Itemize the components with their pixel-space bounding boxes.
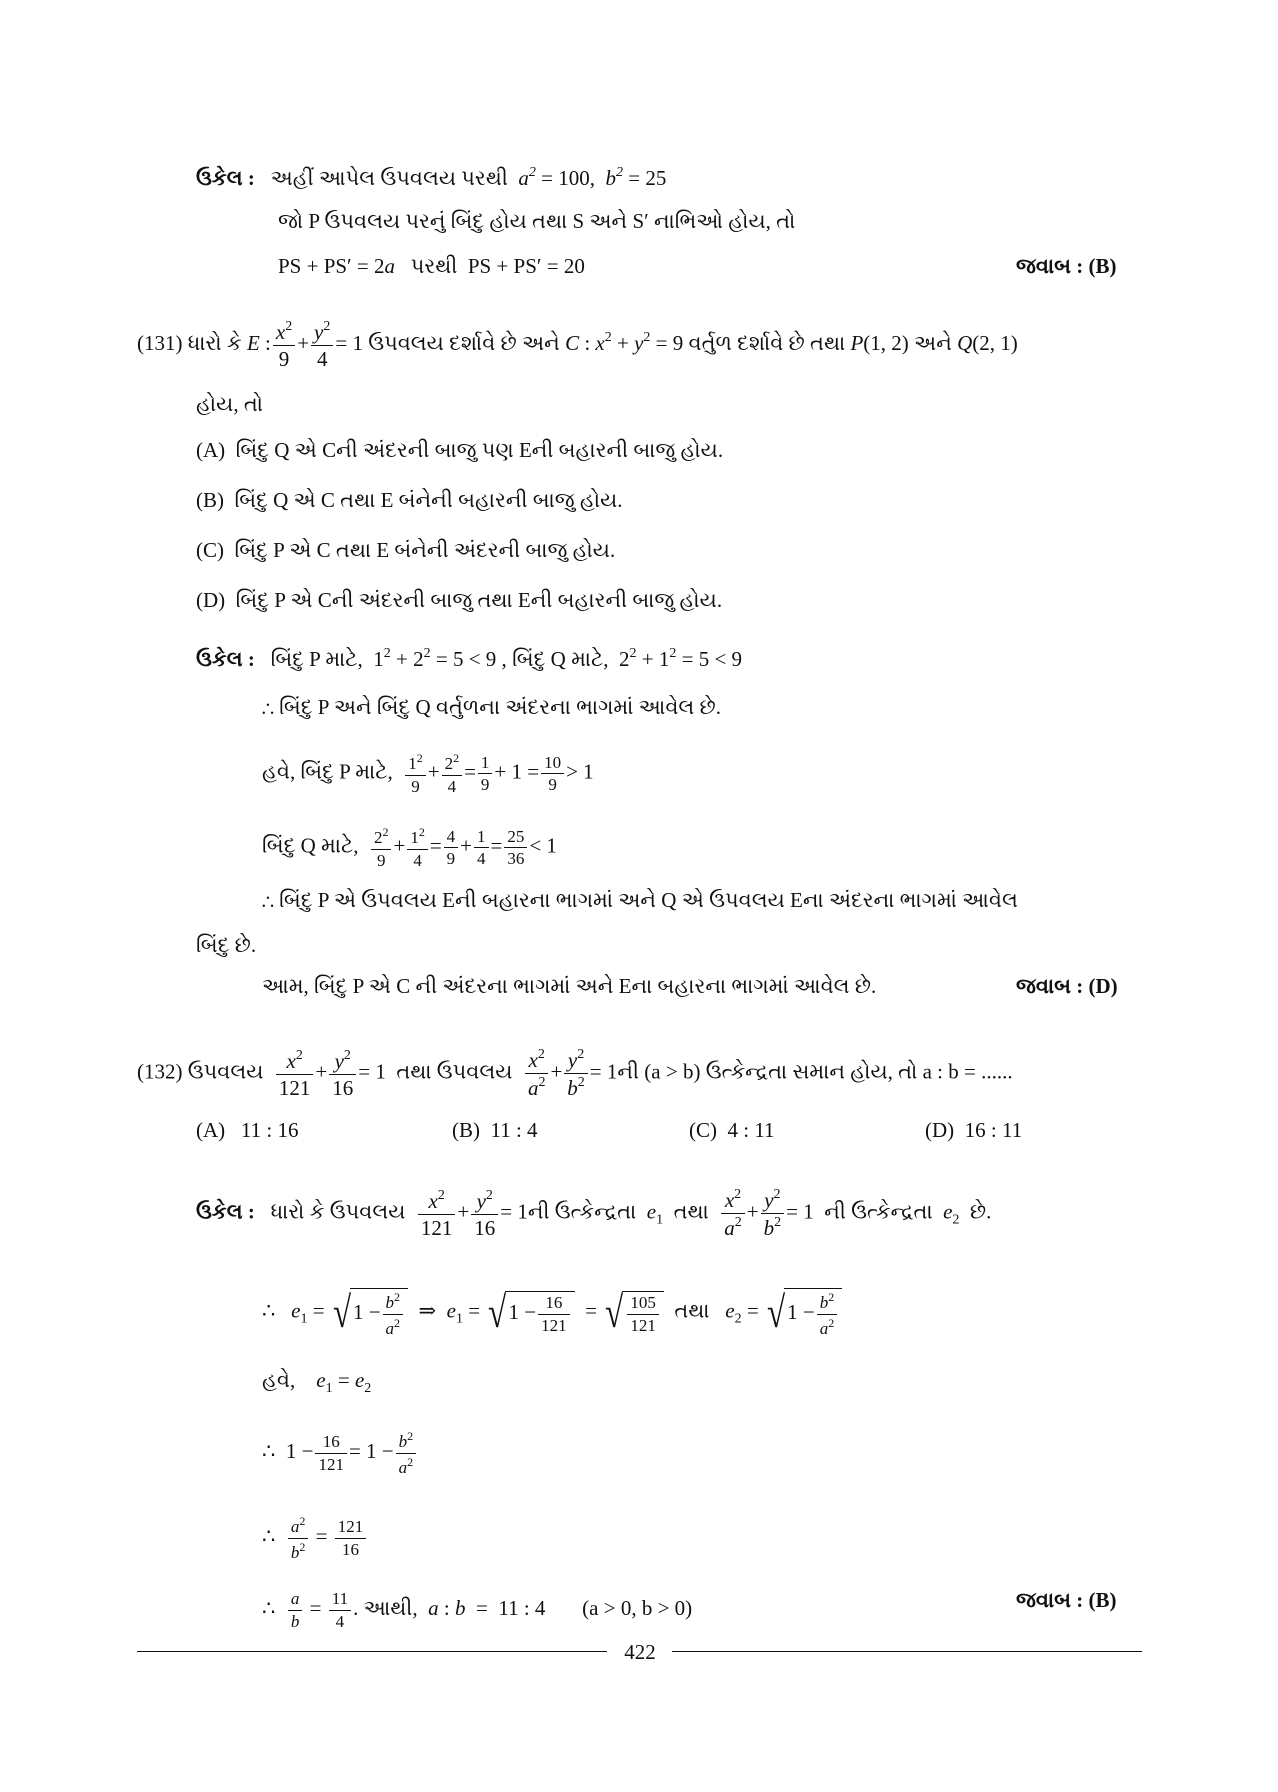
q131-solution-line4: બિંદુ Q માટે, $\frac{2^2}{9}$ + $\frac{1^2}{4}$ = $\frac{4}{9}$ + $\frac{1}{4}$ = $\frac{25}{36}$ < 1 — [262, 825, 557, 870]
q132-stem: (132) ઉપવલય $\frac{x^2}{121}$ + $\frac{y^2}{16}$ = 1 તથા ઉપવલય $\frac{x^2}{a^2}$ + $\frac{y^2}{b^2}$ = 1ની (a > b) ઉત્કેન્દ્રતા સમાન હોય, તો a : b = ...... — [137, 1047, 1013, 1101]
q131-fraction-y: $\frac{y^2}{4}$ — [311, 320, 333, 370]
q131-solution-line3: હવે, બિંદુ P માટે, $\frac{1^2}{9}$ + $\frac{2^2}{4}$ = $\frac{1}{9}$ + 1 = $\frac{10}{9}$ > 1 — [262, 751, 594, 796]
q131-solution-line1: ઉકેલ : બિંદુ P માટે, $1^2 + 2^2 = 5 < 9$ , બિંદુ Q માટે, $2^2 + 1^2 = 5 < 9$ — [196, 646, 743, 671]
q132-answer: જવાબ : (B) — [1016, 1588, 1117, 1612]
q131-stem-end: હોય, તો — [196, 392, 264, 416]
q132-number: (132) — [137, 1059, 183, 1084]
q132-option-d: (D) 16 : 11 — [925, 1118, 1023, 1142]
q131-solution-line2: ∴ બિંદુ P અને બિંદુ Q વર્તુળના અંદરના ભાગમાં આવેલ છે. — [262, 695, 722, 719]
q131-solution-line6: બિંદુ છે. — [196, 933, 257, 957]
q131-solution-line7: આમ, બિંદુ P એ C ની અંદરના ભાગમાં અને Eના બહારના ભાગમાં આવેલ છે. — [262, 974, 877, 998]
q132-option-a: (A) 11 : 16 — [196, 1118, 299, 1142]
q132-option-b: (B) 11 : 4 — [452, 1118, 538, 1142]
q131-option-c: (C) બિંદુ P એ C તથા E બંનેની અંદરની બાજુ હોય. — [196, 538, 616, 562]
q132-option-c: (C) 4 : 11 — [689, 1118, 775, 1142]
footer-rule-left — [137, 1651, 607, 1652]
q132-solution-line4: ∴ 1 − $\frac{16}{121}$ = 1 − $\frac{b^2}{a^2}$ — [262, 1430, 418, 1477]
q130-solution-math: $a^2$ — [518, 165, 536, 190]
q131-option-b: (B) બિંદુ Q એ C તથા E બંનેની બહારની બાજુ હોય. — [196, 488, 623, 512]
q131-number: (131) — [137, 330, 183, 355]
q131-stem: (131) ધારો કે E : $\frac{x^2}{9}$ + $\frac{y^2}{4}$ = 1 ઉપવલય દર્શાવે છે અને C : $x^2 + y^2 = 9$ વર્તુળ દર્શાવે છે તથા P(1, 2) અને Q(2, 1) — [137, 319, 1018, 372]
q132-solution-line1: ઉકેલ : ધારો કે ઉપવલય $\frac{x^2}{121}$ + $\frac{y^2}{16}$ = 1ની ઉત્કેન્દ્રતા $e_1$ તથા $\frac{x^2}{a^2}$ + $\frac{y^2}{b^2}$ = 1 ની ઉત્કેન્દ્રતા $e_2$ છે. — [196, 1187, 992, 1241]
q131-solution-line5: ∴ બિંદુ P એ ઉપવલય Eની બહારના ભાગમાં અને Q એ ઉપવલય Eના અંદરના ભાગમાં આવેલ — [262, 888, 1018, 912]
q130-solution-text: અહીં આપેલ ઉપવલય પરથી — [270, 166, 508, 190]
page-number: 422 — [624, 1640, 656, 1664]
solution-label: ઉકેલ : — [196, 166, 255, 190]
q130-parthi: પરથી — [410, 254, 458, 278]
q131-option-d: (D) બિંદુ P એ Cની અંદરની બાજુ તથા Eની બહારની બાજુ હોય. — [196, 588, 723, 612]
q132-solution-line3: હવે, $e_1 = e_2$ — [262, 1368, 372, 1396]
q131-fraction-x: $\frac{x^2}{9}$ — [273, 320, 295, 370]
q131-option-a: (A) બિંદુ Q એ Cની અંદરની બાજુ પણ Eની બહારની બાજુ હોય. — [196, 438, 724, 462]
q130-solution-line2: જો P ઉપવલય પરનું બિંદુ હોય તથા S અને S′ નાભિઓ હોય, તો — [278, 209, 796, 233]
q130-answer: જવાબ : (B) — [1016, 254, 1117, 278]
footer-rule-right — [672, 1651, 1142, 1652]
q132-condition: (a > 0, b > 0) — [582, 1596, 693, 1621]
q132-solution-line6: ∴ $\frac{a}{b}$ = $\frac{11}{4}$ . આથી, a : b = 11 : 4 (a > 0, b > 0) — [262, 1589, 693, 1631]
q132-solution-line5: ∴ $\frac{a^2}{b^2}$ = $\frac{121}{16}$ — [262, 1515, 368, 1562]
q132-solution-line2: ∴ $e_1 = √1$ − $\frac{b^2}{a^2}$ ⇒ $e_1 = √1$ − $\frac{16}{121}$ = √ $\frac{105}{121}$ તથા $e_2 = √1$ − $\frac{b^2}{a^2}$ — [262, 1288, 842, 1338]
q131-answer: જવાબ : (D) — [1016, 974, 1118, 998]
q130-solution-line3: PS + PS′ = 2a પરથી PS + PS′ = 20 — [278, 254, 585, 278]
q130-solution-line1: ઉકેલ : અહીં આપેલ ઉપવલય પરથી $a^2 = 100$, $b^2 = 25$ — [196, 165, 667, 190]
